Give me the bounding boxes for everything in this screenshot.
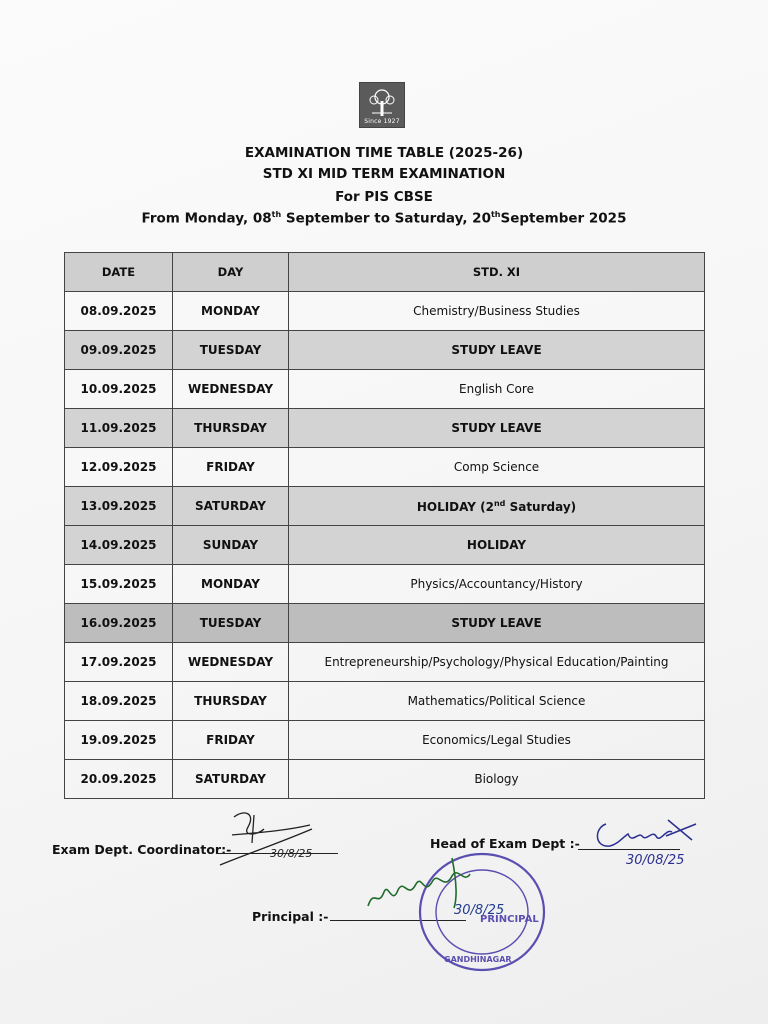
row-date: 19.09.2025 xyxy=(65,721,173,760)
row-date: 11.09.2025 xyxy=(65,409,173,448)
column-header-day: DAY xyxy=(173,253,289,292)
row-day: MONDAY xyxy=(173,565,289,604)
row-date: 20.09.2025 xyxy=(65,760,173,799)
row-subject: Economics/Legal Studies xyxy=(289,721,705,760)
row-day: WEDNESDAY xyxy=(173,643,289,682)
exam-title: EXAMINATION TIME TABLE (2025-26) xyxy=(244,145,524,161)
column-header-date: DATE xyxy=(65,253,173,292)
table-row xyxy=(65,760,705,799)
row-subject: STUDY LEAVE xyxy=(289,604,705,643)
principal-label: Principal :- xyxy=(252,909,329,924)
principal-signature xyxy=(360,848,550,928)
row-day: MONDAY xyxy=(173,292,289,331)
head-signature xyxy=(592,814,712,872)
row-day: THURSDAY xyxy=(173,409,289,448)
table-row xyxy=(65,292,705,331)
row-day: FRIDAY xyxy=(173,448,289,487)
row-date: 09.09.2025 xyxy=(65,331,173,370)
row-subject: Mathematics/Political Science xyxy=(289,682,705,721)
table-row xyxy=(65,409,705,448)
row-subject: English Core xyxy=(289,370,705,409)
timetable xyxy=(64,252,705,799)
row-subject: HOLIDAY (2nd Saturday) xyxy=(289,487,705,526)
table-row xyxy=(65,526,705,565)
board-line: For PIS CBSE xyxy=(335,189,433,205)
row-date: 12.09.2025 xyxy=(65,448,173,487)
row-date: 17.09.2025 xyxy=(65,643,173,682)
row-date: 08.09.2025 xyxy=(65,292,173,331)
table-row xyxy=(65,448,705,487)
logo-caption: Since 1927 xyxy=(364,118,400,125)
table-row xyxy=(65,331,705,370)
school-logo xyxy=(359,82,405,128)
principal-signature-date: 30/8/25 xyxy=(454,903,505,918)
table-row xyxy=(65,565,705,604)
row-subject: Entrepreneurship/Psychology/Physical Education/Painting xyxy=(289,643,705,682)
row-day: THURSDAY xyxy=(173,682,289,721)
row-day: TUESDAY xyxy=(173,331,289,370)
table-header-row xyxy=(65,253,705,292)
stamp-place: GANDHINAGAR xyxy=(444,955,512,964)
coordinator-label: Exam Dept. Coordinator:- xyxy=(52,842,232,857)
row-day: FRIDAY xyxy=(173,721,289,760)
table-row xyxy=(65,682,705,721)
row-subject: STUDY LEAVE xyxy=(289,409,705,448)
exam-subtitle: STD XI MID TERM EXAMINATION xyxy=(262,166,506,182)
row-day: SATURDAY xyxy=(173,760,289,799)
row-subject: STUDY LEAVE xyxy=(289,331,705,370)
row-date: 16.09.2025 xyxy=(65,604,173,643)
column-header-std: STD. XI xyxy=(289,253,705,292)
date-range-line: From Monday, 08th September to Saturday, 20thSeptember 2025 xyxy=(141,210,627,227)
stamp-text: PRINCIPAL xyxy=(480,914,539,925)
row-subject: Comp Science xyxy=(289,448,705,487)
row-subject: Biology xyxy=(289,760,705,799)
table-row xyxy=(65,721,705,760)
coordinator-signature-date: 30/8/25 xyxy=(270,847,313,860)
row-date: 14.09.2025 xyxy=(65,526,173,565)
row-subject: Physics/Accountancy/History xyxy=(289,565,705,604)
row-day: SATURDAY xyxy=(173,487,289,526)
head-of-exam-label: Head of Exam Dept :- xyxy=(430,836,580,851)
row-day: TUESDAY xyxy=(173,604,289,643)
row-date: 18.09.2025 xyxy=(65,682,173,721)
head-signature-date: 30/08/25 xyxy=(626,853,685,868)
table-row xyxy=(65,643,705,682)
row-date: 13.09.2025 xyxy=(65,487,173,526)
row-date: 10.09.2025 xyxy=(65,370,173,409)
row-day: SUNDAY xyxy=(173,526,289,565)
row-day: WEDNESDAY xyxy=(173,370,289,409)
table-row xyxy=(65,604,705,643)
row-subject: Chemistry/Business Studies xyxy=(289,292,705,331)
row-date: 15.09.2025 xyxy=(65,565,173,604)
table-row xyxy=(65,370,705,409)
row-subject: HOLIDAY xyxy=(289,526,705,565)
table-row xyxy=(65,487,705,526)
coordinator-signature xyxy=(214,805,334,871)
